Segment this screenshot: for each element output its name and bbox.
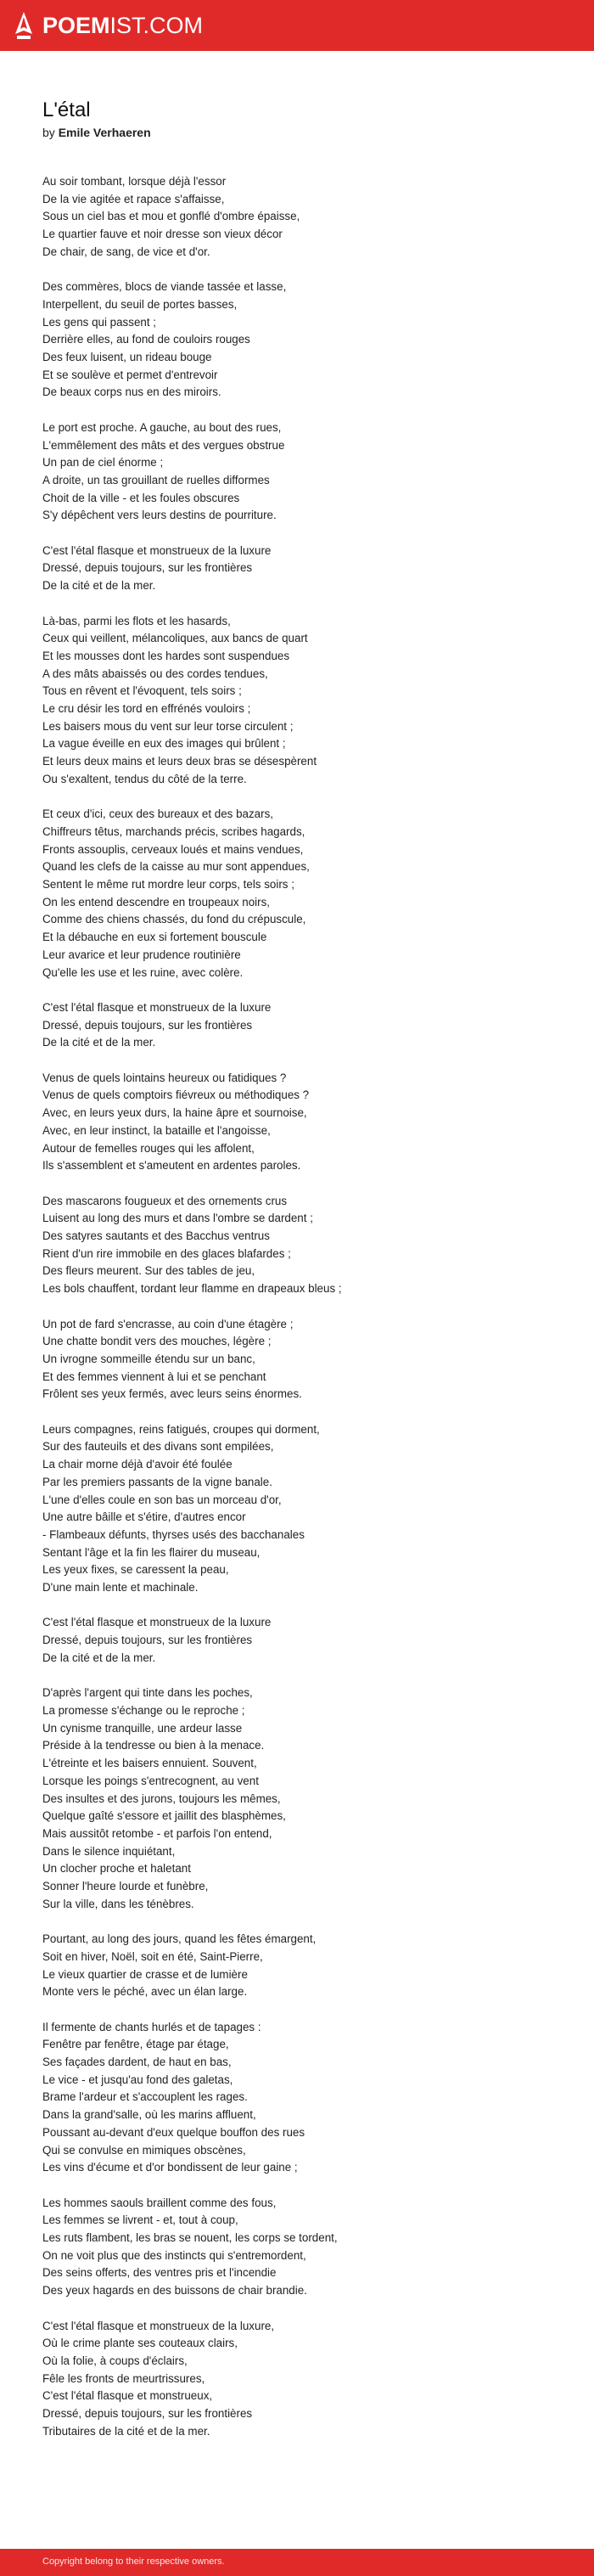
poem-line: Sur la ville, dans les ténèbres.: [42, 1897, 194, 1910]
poem-line: Lorsque les poings s'entrecognent, au vent: [42, 1774, 259, 1787]
poem-line: Autour de femelles rouges qui les affolent,: [42, 1141, 255, 1155]
poem-line: Dans le silence inquiétant,: [42, 1844, 176, 1858]
stanza: [42, 1685, 569, 1913]
poem-line: Des yeux hagards en des buissons de chair brandie.: [42, 2284, 307, 2298]
poem-line: Des seins offerts, des ventres pris et l'incendie: [42, 2266, 277, 2280]
poem-line: Avec, en leurs yeux durs, la haine âpre et sournoise,: [42, 1106, 307, 1120]
poem-line: Rient d'un rire immobile en des glaces blafardes ;: [42, 1246, 291, 1260]
poem-line: C'est l'étal flasque et monstrueux,: [42, 2389, 213, 2403]
poem-content: [42, 98, 569, 2458]
poem-line: Et la débauche en eux si fortement bouscule: [42, 931, 267, 944]
poem-line: Sentant l'âge et la fin les flairer du museau,: [42, 1545, 261, 1559]
quill-logo-icon: [12, 10, 36, 41]
poem-line: Luisent au long des murs et dans l'ombre se dardent ;: [42, 1212, 313, 1225]
poem-line: On les entend descendre en troupeaux noirs,: [42, 895, 270, 908]
poem-line: Les yeux fixes, se caressent la peau,: [42, 1563, 229, 1577]
poem-line: Sentent le même rut mordre leur corps, tels soirs ;: [42, 878, 294, 891]
poem-line: Sur des fauteuils et des divans sont empilées,: [42, 1440, 274, 1454]
copyright-text: Copyright belong to their respective owners.: [42, 2556, 225, 2567]
stanza: [42, 543, 569, 595]
poem-line: Venus de quels lointains heureux ou fatidiques ?: [42, 1071, 287, 1084]
poem-body: [42, 173, 569, 2440]
poem-line: Le quartier fauve et noir dresse son vieux décor: [42, 228, 283, 241]
footer: [0, 2549, 594, 2576]
poem-line: De beaux corps nus en des miroirs.: [42, 385, 221, 399]
stanza: [42, 1614, 569, 1667]
poem-line: Fronts assouplis, cerveaux loués et mains vendues,: [42, 842, 304, 856]
poem-line: Il fermente de chants hurlés et de tapages :: [42, 2020, 261, 2033]
poem-line: De la vie agitée et rapace s'affaisse,: [42, 192, 225, 205]
poem-line: Un pan de ciel énorme ;: [42, 456, 164, 470]
author-link[interactable]: Emile Verhaeren: [58, 126, 151, 139]
poem-line: Fenêtre par fenêtre, étage par étage,: [42, 2038, 229, 2051]
poem-line: Leur avarice et leur prudence routinière: [42, 948, 241, 961]
poem-line: La promesse s'échange ou le reproche ;: [42, 1703, 245, 1717]
poem-line: La vague éveille en eux des images qui brûlent ;: [42, 737, 286, 751]
poem-line: Préside à la tendresse ou bien à la menace.: [42, 1739, 265, 1752]
poem-line: Un cynisme tranquille, une ardeur lasse: [42, 1721, 243, 1735]
poem-line: De la cité et de la mer.: [42, 1651, 156, 1664]
stanza: [42, 806, 569, 981]
stanza: [42, 419, 569, 525]
poem-line: Par les premiers passants de la vigne banale.: [42, 1475, 272, 1488]
poem-line: De la cité et de la mer.: [42, 579, 156, 593]
site-logo[interactable]: [12, 10, 203, 41]
poem-line: Pourtant, au long des jours, quand les fêtes émargent,: [42, 1932, 317, 1946]
poem-line: Comme des chiens chassés, du fond du crépuscule,: [42, 913, 306, 926]
poem-line: Quelque gaîté s'essore et jaillit des blasphèmes,: [42, 1809, 286, 1823]
poem-line: Sous un ciel bas et mou et gonflé d'ombre épaisse,: [42, 210, 300, 223]
stanza: [42, 278, 569, 402]
poem-line: Interpellent, du seuil de portes basses,: [42, 297, 238, 311]
poem-line: Frôlent ses yeux fermés, avec leurs seins énormes.: [42, 1387, 302, 1401]
poem-line: Le cru désir les tord en effrénés vouloirs ;: [42, 702, 251, 716]
logo-bold: POEM: [42, 12, 110, 38]
poem-line: L'étreinte et les baisers ennuient. Souvent,: [42, 1757, 257, 1770]
stanza: [42, 1931, 569, 2001]
poem-line: Derrière elles, au fond de couloirs rouges: [42, 333, 250, 346]
poem-line: Dressé, depuis toujours, sur les frontières: [42, 561, 253, 575]
poem-line: De chair, de sang, de vice et d'or.: [42, 245, 210, 258]
stanza: [42, 173, 569, 262]
poem-line: Les bols chauffent, tordant leur flamme en drapeaux bleus ;: [42, 1282, 342, 1296]
poem-line: Tributaires de la cité et de la mer.: [42, 2424, 210, 2438]
stanza: [42, 1193, 569, 1298]
poem-line: Ceux qui veillent, mélancoliques, aux bancs de quart: [42, 632, 308, 645]
poem-line: Des commères, blocs de viande tassée et lasse,: [42, 280, 287, 294]
poem-line: Qu'elle les use et les ruine, avec colère.: [42, 965, 244, 979]
poem-line: Un pot de fard s'encrasse, au coin d'une étagère ;: [42, 1317, 294, 1330]
poem-line: Quand les clefs de la caisse au mur sont appendues,: [42, 860, 310, 874]
poem-line: Des satyres sautants et des Bacchus ventrus: [42, 1229, 270, 1243]
poem-line: Les hommes saouls braillent comme des fous,: [42, 2196, 277, 2209]
poem-line: Une chatte bondit vers des mouches, légère ;: [42, 1335, 272, 1348]
poem-line: Un ivrogne sommeille étendu sur un banc,: [42, 1352, 255, 1365]
poem-line: Où le crime plante ses couteaux clairs,: [42, 2337, 238, 2350]
by-label: by: [42, 126, 55, 139]
poem-line: Et des femmes viennent à lui et se penchant: [42, 1370, 266, 1383]
stanza: [42, 2195, 569, 2300]
poem-line: C'est l'étal flasque et monstrueux de la luxure: [42, 543, 272, 557]
poem-line: Dans la grand'salle, où les marins affluent,: [42, 2108, 256, 2122]
poem-line: Des feux luisent, un rideau bouge: [42, 351, 212, 364]
poem-line: Dressé, depuis toujours, sur les frontières: [42, 1634, 253, 1647]
stanza: [42, 999, 569, 1052]
poem-line: Monte vers le péché, avec un élan large.: [42, 1985, 248, 1999]
stanza: [42, 2019, 569, 2177]
poem-line: A des mâts abaissés ou des cordes tendues,: [42, 666, 268, 680]
poem-line: Leurs compagnes, reins fatigués, croupes qui dorment,: [42, 1422, 320, 1436]
poem-line: A droite, un tas grouillant de ruelles difformes: [42, 473, 270, 487]
poem-line: Le vieux quartier de crasse et de lumière: [42, 1967, 248, 1981]
poem-line: Choit de la ville - et les foules obscures: [42, 491, 240, 504]
poem-line: L'emmêlement des mâts et des vergues obstrue: [42, 438, 285, 452]
poem-line: Un clocher proche et haletant: [42, 1862, 191, 1876]
poem-line: Et leurs deux mains et leurs deux bras se désespèrent: [42, 755, 317, 768]
poem-line: - Flambeaux défunts, thyrses usés des bacchanales: [42, 1527, 305, 1541]
poem-line: Dressé, depuis toujours, sur les frontières: [42, 1018, 253, 1032]
logo-text: [42, 13, 203, 39]
top-bar: [0, 0, 594, 51]
poem-line: De la cité et de la mer.: [42, 1036, 156, 1049]
poem-line: Et les mousses dont les hardes sont suspendues: [42, 649, 290, 662]
poem-line: Qui se convulse en mimiques obscènes,: [42, 2143, 246, 2157]
poem-line: C'est l'étal flasque et monstrueux de la luxure,: [42, 2319, 275, 2332]
poem-line: Mais aussitôt retombe - et parfois l'on entend,: [42, 1826, 272, 1840]
poem-line: Une autre bâille et s'étire, d'autres encor: [42, 1510, 246, 1524]
poem-line: S'y dépêchent vers leurs destins de pourriture.: [42, 509, 277, 522]
poem-line: Les ruts flambent, les bras se nouent, les corps se tordent,: [42, 2231, 338, 2245]
poem-line: Brame l'ardeur et s'accouplent les rages.: [42, 2090, 248, 2104]
stanza: [42, 1421, 569, 1597]
poem-line: C'est l'étal flasque et monstrueux de la luxure: [42, 1000, 272, 1014]
stanza: [42, 1070, 569, 1175]
poem-line: Des insultes et des jurons, toujours les mêmes,: [42, 1791, 281, 1805]
poem-line: Dressé, depuis toujours, sur les frontières: [42, 2407, 253, 2421]
poem-line: L'une d'elles coule en son bas un morceau d'or,: [42, 1493, 282, 1506]
stanza: [42, 2318, 569, 2441]
poem-line: D'après l'argent qui tinte dans les poches,: [42, 1686, 253, 1700]
stanza: [42, 613, 569, 789]
poem-line: Où la folie, à coups d'éclairs,: [42, 2354, 188, 2367]
poem-line: Les gens qui passent ;: [42, 315, 156, 329]
poem-line: Les baisers mous du vent sur leur torse circulent ;: [42, 719, 294, 733]
poem-line: Les femmes se livrent - et, tout à coup,: [42, 2213, 238, 2227]
poem-line: Tous en rêvent et l'évoquent, tels soirs ;: [42, 684, 242, 698]
poem-line: La chair morne déjà d'avoir été foulée: [42, 1458, 233, 1471]
logo-light: IST.COM: [109, 12, 204, 38]
poem-line: Les vins d'écume et d'or bondissent de leur gaine ;: [42, 2161, 298, 2174]
poem-line: Au soir tombant, lorsque déjà l'essor: [42, 175, 227, 188]
poem-line: Ou s'exaltent, tendus du côté de la terre.: [42, 772, 247, 785]
poem-line: Chiffreurs têtus, marchands précis, scribes hagards,: [42, 824, 305, 838]
poem-title: L'étal: [42, 98, 91, 121]
poem-line: D'une main lente et machinale.: [42, 1581, 199, 1595]
poem-line: Le vice - et jusqu'au fond des galetas,: [42, 2073, 233, 2086]
stanza: [42, 1316, 569, 1404]
poem-line: Avec, en leur instinct, la bataille et l'angoisse,: [42, 1123, 271, 1137]
poem-line: Sonner l'heure lourde et funèbre,: [42, 1880, 209, 1893]
poem-line: Des mascarons fougueux et des ornements crus: [42, 1194, 288, 1207]
poem-line: Et se soulève et permet d'entrevoir: [42, 368, 218, 381]
poem-line: Des fleurs meurent. Sur des tables de jeu,: [42, 1264, 255, 1278]
poem-line: Fêle les fronts de meurtrissures,: [42, 2371, 205, 2385]
poem-line: Poussant au-devant d'eux quelque bouffon des rues: [42, 2125, 305, 2139]
poem-line: Ses façades dardent, de haut en bas,: [42, 2056, 232, 2069]
poem-line: Et ceux d'ici, ceux des bureaux et des bazars,: [42, 807, 274, 821]
poem-line: Le port est proche. A gauche, au bout des rues,: [42, 420, 282, 434]
poem-line: C'est l'étal flasque et monstrueux de la luxure: [42, 1616, 272, 1629]
byline: [42, 126, 569, 139]
poem-line: Ils s'assemblent et s'ameutent en ardentes paroles.: [42, 1159, 301, 1173]
poem-line: On ne voit plus que des instincts qui s'entremordent,: [42, 2248, 306, 2262]
poem-line: Soit en hiver, Noël, soit en été, Saint-Pierre,: [42, 1949, 263, 1963]
poem-line: Venus de quels comptoirs fiévreux ou méthodiques ?: [42, 1088, 310, 1102]
poem-line: Là-bas, parmi les flots et les hasards,: [42, 614, 231, 627]
